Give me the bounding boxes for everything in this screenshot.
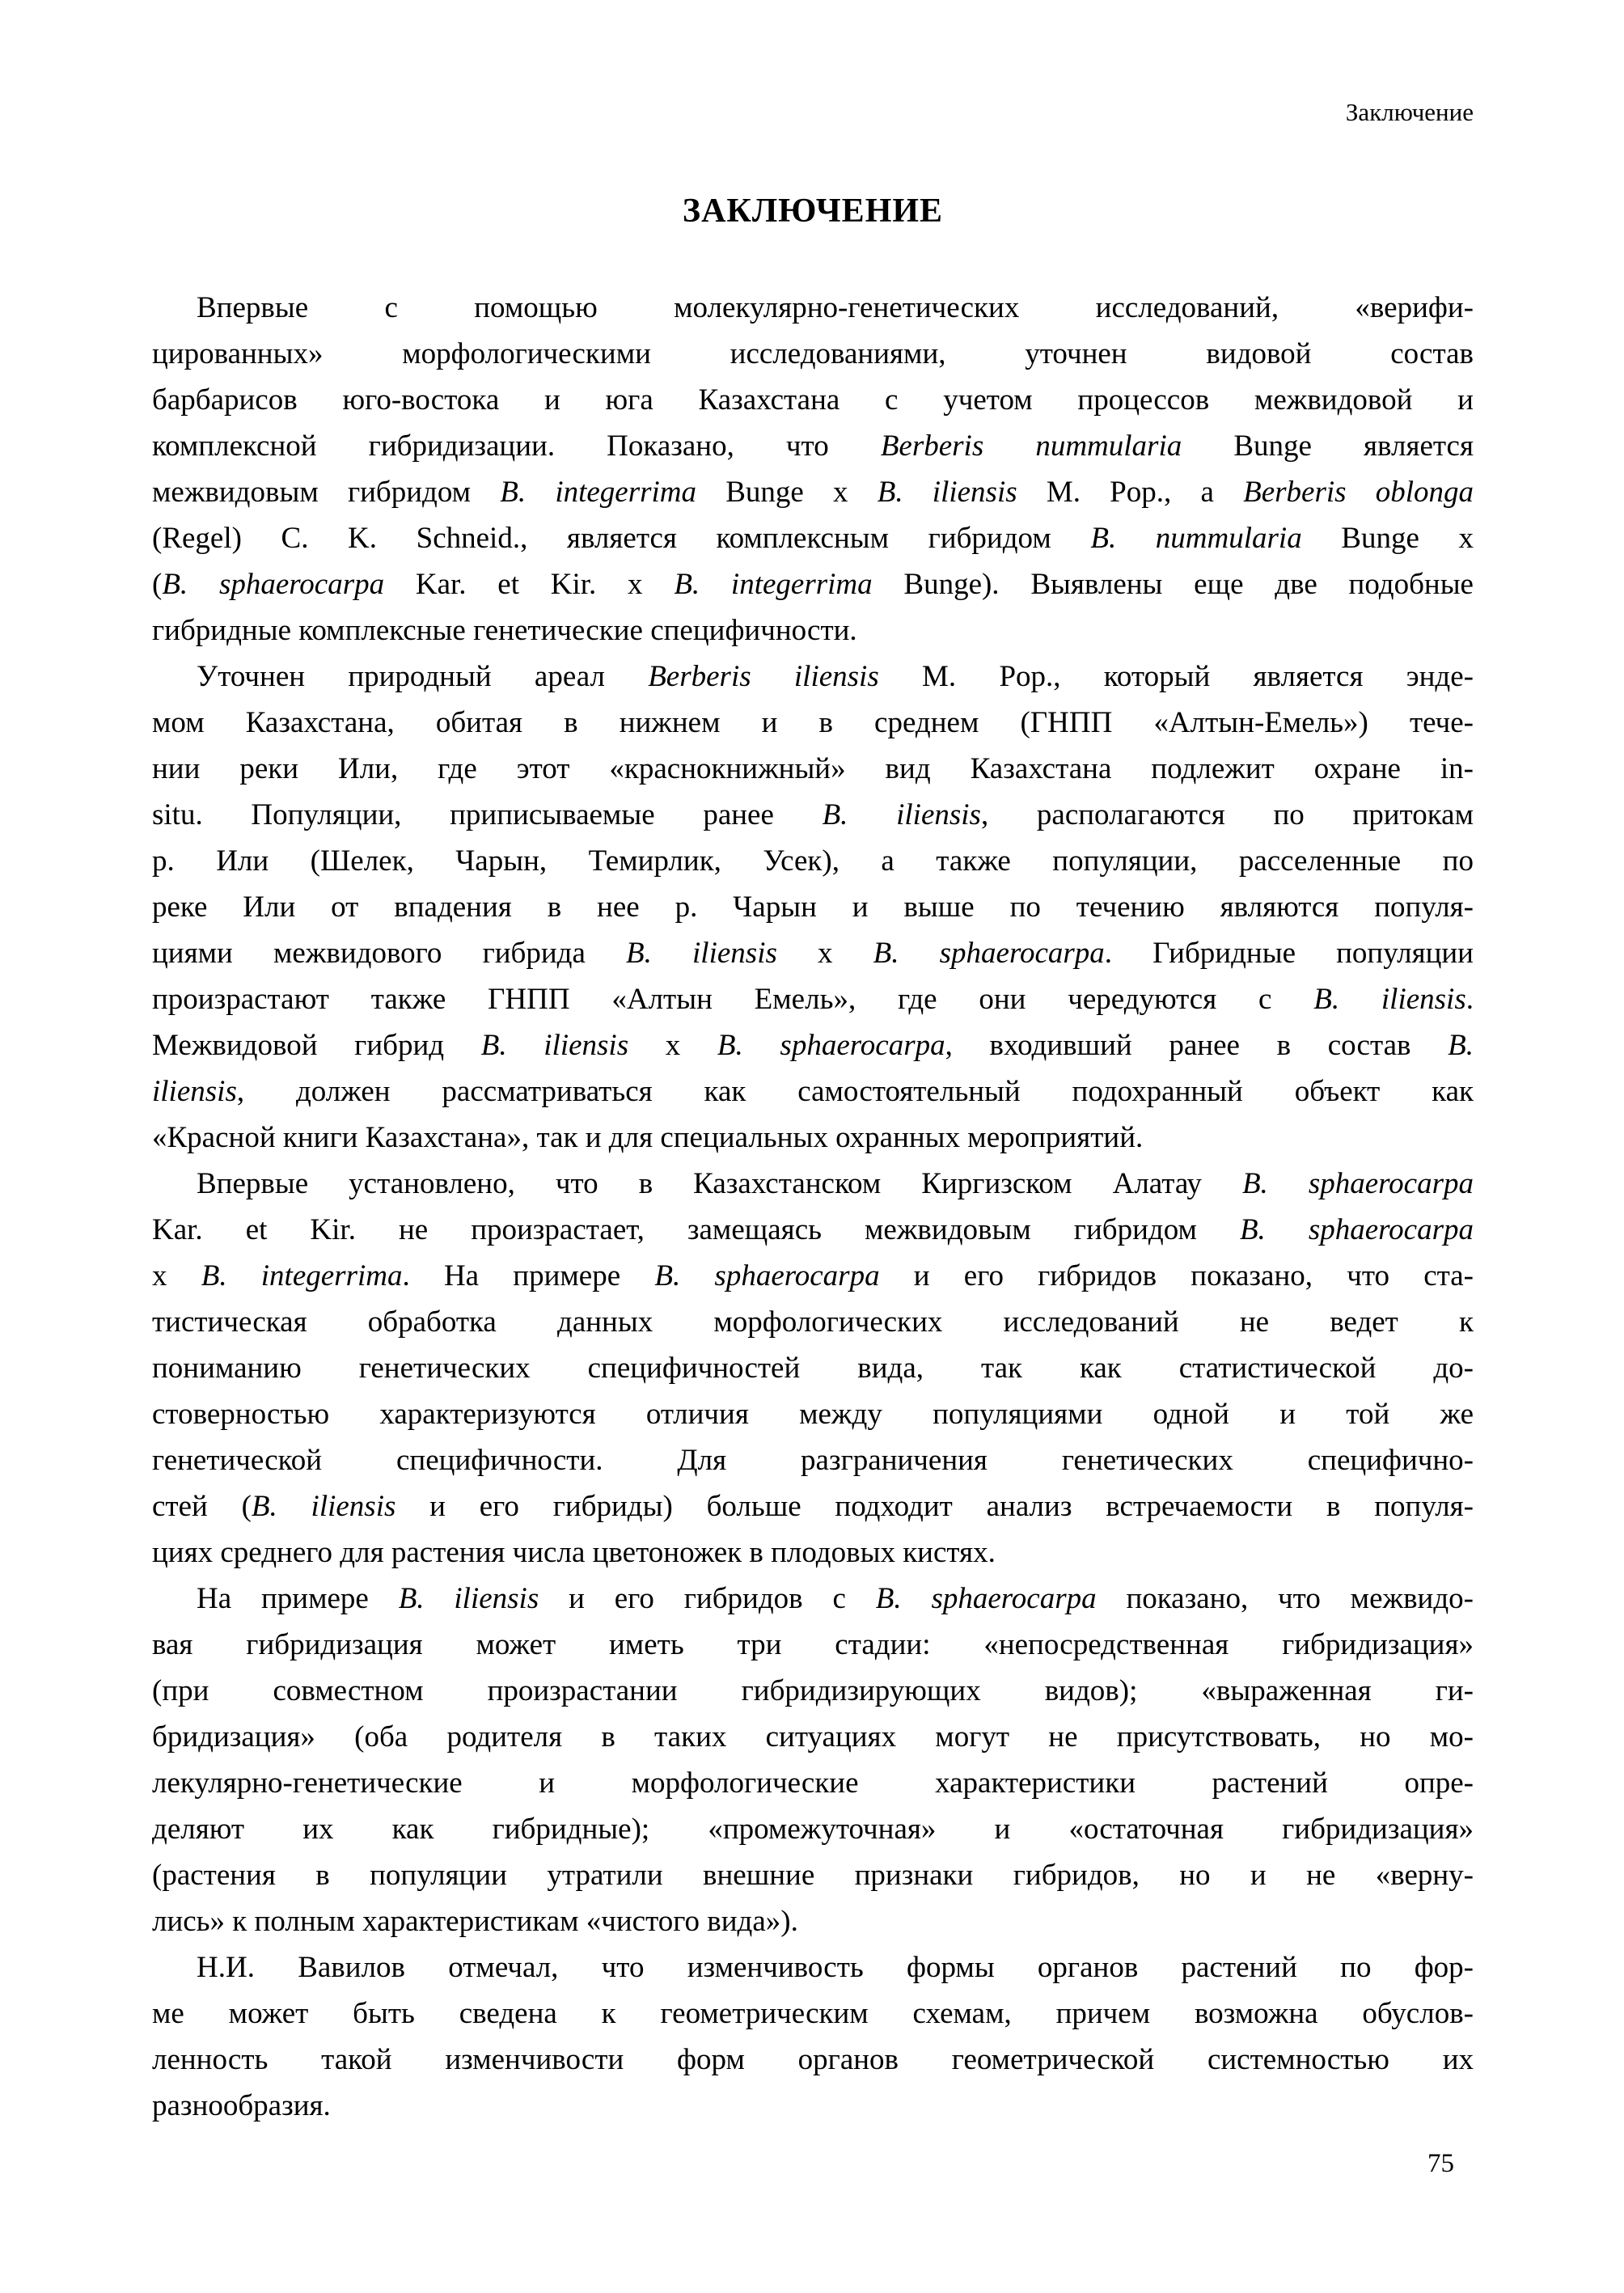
species-name-italic: B. sphaerocarpa: [875, 1582, 1097, 1615]
text-line: цированных» морфологическими исследованиями, уточнен видовой состав: [152, 337, 1474, 370]
text-line: На примере B. iliensis и его гибридов с B. sphaerocarpa показано, что межвидо-: [197, 1582, 1474, 1615]
text-line: (при совместном произрастании гибридизирующих видов); «выраженная ги-: [152, 1674, 1474, 1707]
species-name-italic: B.: [1448, 1029, 1474, 1062]
species-name-italic: Berberis nummularia: [880, 429, 1182, 463]
text-line: лись» к полным характеристикам «чистого вида»).: [152, 1905, 798, 1938]
species-name-italic: B. iliensis: [877, 476, 1017, 509]
text-line: стоверностью характеризуются отличия между популяциями одной и той же: [152, 1398, 1474, 1431]
running-head: Заключение: [1345, 98, 1474, 126]
text-line: бридизация» (оба родителя в таких ситуациях могут не присутствовать, но мо-: [152, 1720, 1474, 1754]
species-name-italic: B. nummularia: [1090, 522, 1302, 555]
text-line: situ. Популяции, приписываемые ранее B. iliensis, располагаются по притокам: [152, 798, 1474, 831]
species-name-italic: Berberis oblonga: [1243, 476, 1474, 509]
text-line: Впервые с помощью молекулярно-генетических исследований, «верифи-: [197, 291, 1474, 324]
species-name-italic: B. sphaerocarpa: [1239, 1213, 1474, 1246]
text-line: Уточнен природный ареал Berberis iliensis M. Pop., который является энде-: [197, 660, 1474, 693]
species-name-italic: B. sphaerocarpa: [873, 937, 1105, 970]
text-line: циями межвидового гибрида B. iliensis x B. sphaerocarpa. Гибридные популяции: [152, 937, 1474, 970]
species-name-italic: B. iliensis: [398, 1582, 539, 1615]
species-name-italic: B. integerrima: [500, 476, 697, 509]
species-name-italic: B. iliensis: [251, 1490, 396, 1523]
species-name-italic: B. sphaerocarpa: [654, 1259, 880, 1292]
text-line: Впервые установлено, что в Казахстанском Киргизском Алатау B. sphaerocarpa: [197, 1167, 1474, 1200]
text-line: межвидовым гибридом B. integerrima Bunge x B. iliensis M. Pop., а Berberis oblonga: [152, 476, 1474, 509]
text-line: р. Или (Шелек, Чарын, Темирлик, Усек), а также популяции, расселенные по: [152, 844, 1474, 878]
text-line: ме может быть сведена к геометрическим схемам, причем возможна обуслов-: [152, 1997, 1474, 2030]
text-line: разнообразия.: [152, 2089, 331, 2122]
text-line: пониманию генетических специфичностей вида, так как статистической до-: [152, 1352, 1474, 1385]
species-name-italic: B. sphaerocarpa: [717, 1029, 945, 1062]
species-name-italic: B. sphaerocarpa: [162, 568, 385, 601]
text-line: Kar. et Kir. не произрастает, замещаясь межвидовым гибридом B. sphaerocarpa: [152, 1213, 1474, 1246]
text-line: реке Или от впадения в нее р. Чарын и выше по течению являются популя-: [152, 891, 1474, 924]
text-line: генетической специфичности. Для разграничения генетических специфично-: [152, 1444, 1474, 1477]
text-line: нии реки Или, где этот «краснокнижный» вид Казахстана подлежит охране in-: [152, 752, 1474, 785]
text-line: (Regel) C. K. Schneid., является комплексным гибридом B. nummularia Bunge x: [152, 522, 1474, 555]
text-line: (растения в популяции утратили внешние признаки гибридов, но и не «верну-: [152, 1859, 1474, 1892]
species-name-italic: Berberis iliensis: [648, 660, 879, 693]
page-title: ЗАКЛЮЧЕНИЕ: [682, 192, 944, 230]
text-line: мом Казахстана, обитая в нижнем и в среднем (ГНПП «Алтын-Емель») тече-: [152, 706, 1474, 739]
text-line: x B. integerrima. На примере B. sphaerocarpa и его гибридов показано, что ста-: [152, 1259, 1474, 1292]
species-name-italic: B. iliensis: [822, 798, 981, 831]
species-name-italic: B. integerrima: [201, 1259, 403, 1292]
species-name-italic: B. iliensis: [1313, 983, 1466, 1016]
text-line: (B. sphaerocarpa Kar. et Kir. x B. integerrima Bunge). Выявлены еще две подобные: [152, 568, 1474, 601]
text-line: тистическая обработка данных морфологических исследований не ведет к: [152, 1305, 1474, 1339]
text-line: циях среднего для растения числа цветоножек в плодовых кистях.: [152, 1536, 996, 1569]
text-line: iliensis, должен рассматриваться как самостоятельный подохранный объект как: [152, 1075, 1474, 1108]
text-line: барбарисов юго-востока и юга Казахстана с учетом процессов межвидовой и: [152, 383, 1474, 417]
text-line: гибридные комплексные генетические специфичности.: [152, 614, 857, 647]
species-name-italic: B. iliensis: [626, 937, 777, 970]
text-line: Межвидовой гибрид B. iliensis x B. sphaerocarpa, входивший ранее в состав B.: [152, 1029, 1474, 1062]
text-line: лекулярно-генетические и морфологические характеристики растений опре-: [152, 1766, 1474, 1800]
species-name-italic: iliensis: [152, 1075, 237, 1108]
species-name-italic: B. iliensis: [480, 1029, 629, 1062]
text-line: Н.И. Вавилов отмечал, что изменчивость формы органов растений по фор-: [197, 1951, 1474, 1984]
text-line: ленность такой изменчивости форм органов геометрической системностью их: [152, 2043, 1474, 2076]
body-text: [152, 285, 1474, 2129]
species-name-italic: B. sphaerocarpa: [1241, 1167, 1474, 1200]
species-name-italic: B. integerrima: [674, 568, 873, 601]
text-line: произрастают также ГНПП «Алтын Емель», где они чередуются с B. iliensis.: [152, 983, 1474, 1016]
text-line: стей (B. iliensis и его гибриды) больше подходит анализ встречаемости в популя-: [152, 1490, 1474, 1523]
text-line: вая гибридизация может иметь три стадии: «непосредственная гибридизация»: [152, 1628, 1474, 1661]
text-line: «Красной книги Казахстана», так и для специальных охранных мероприятий.: [152, 1121, 1144, 1154]
text-line: комплексной гибридизации. Показано, что Berberis nummularia Bunge является: [152, 429, 1474, 463]
page-number: 75: [1427, 2149, 1454, 2178]
text-line: деляют их как гибридные); «промежуточная» и «остаточная гибридизация»: [152, 1813, 1474, 1846]
